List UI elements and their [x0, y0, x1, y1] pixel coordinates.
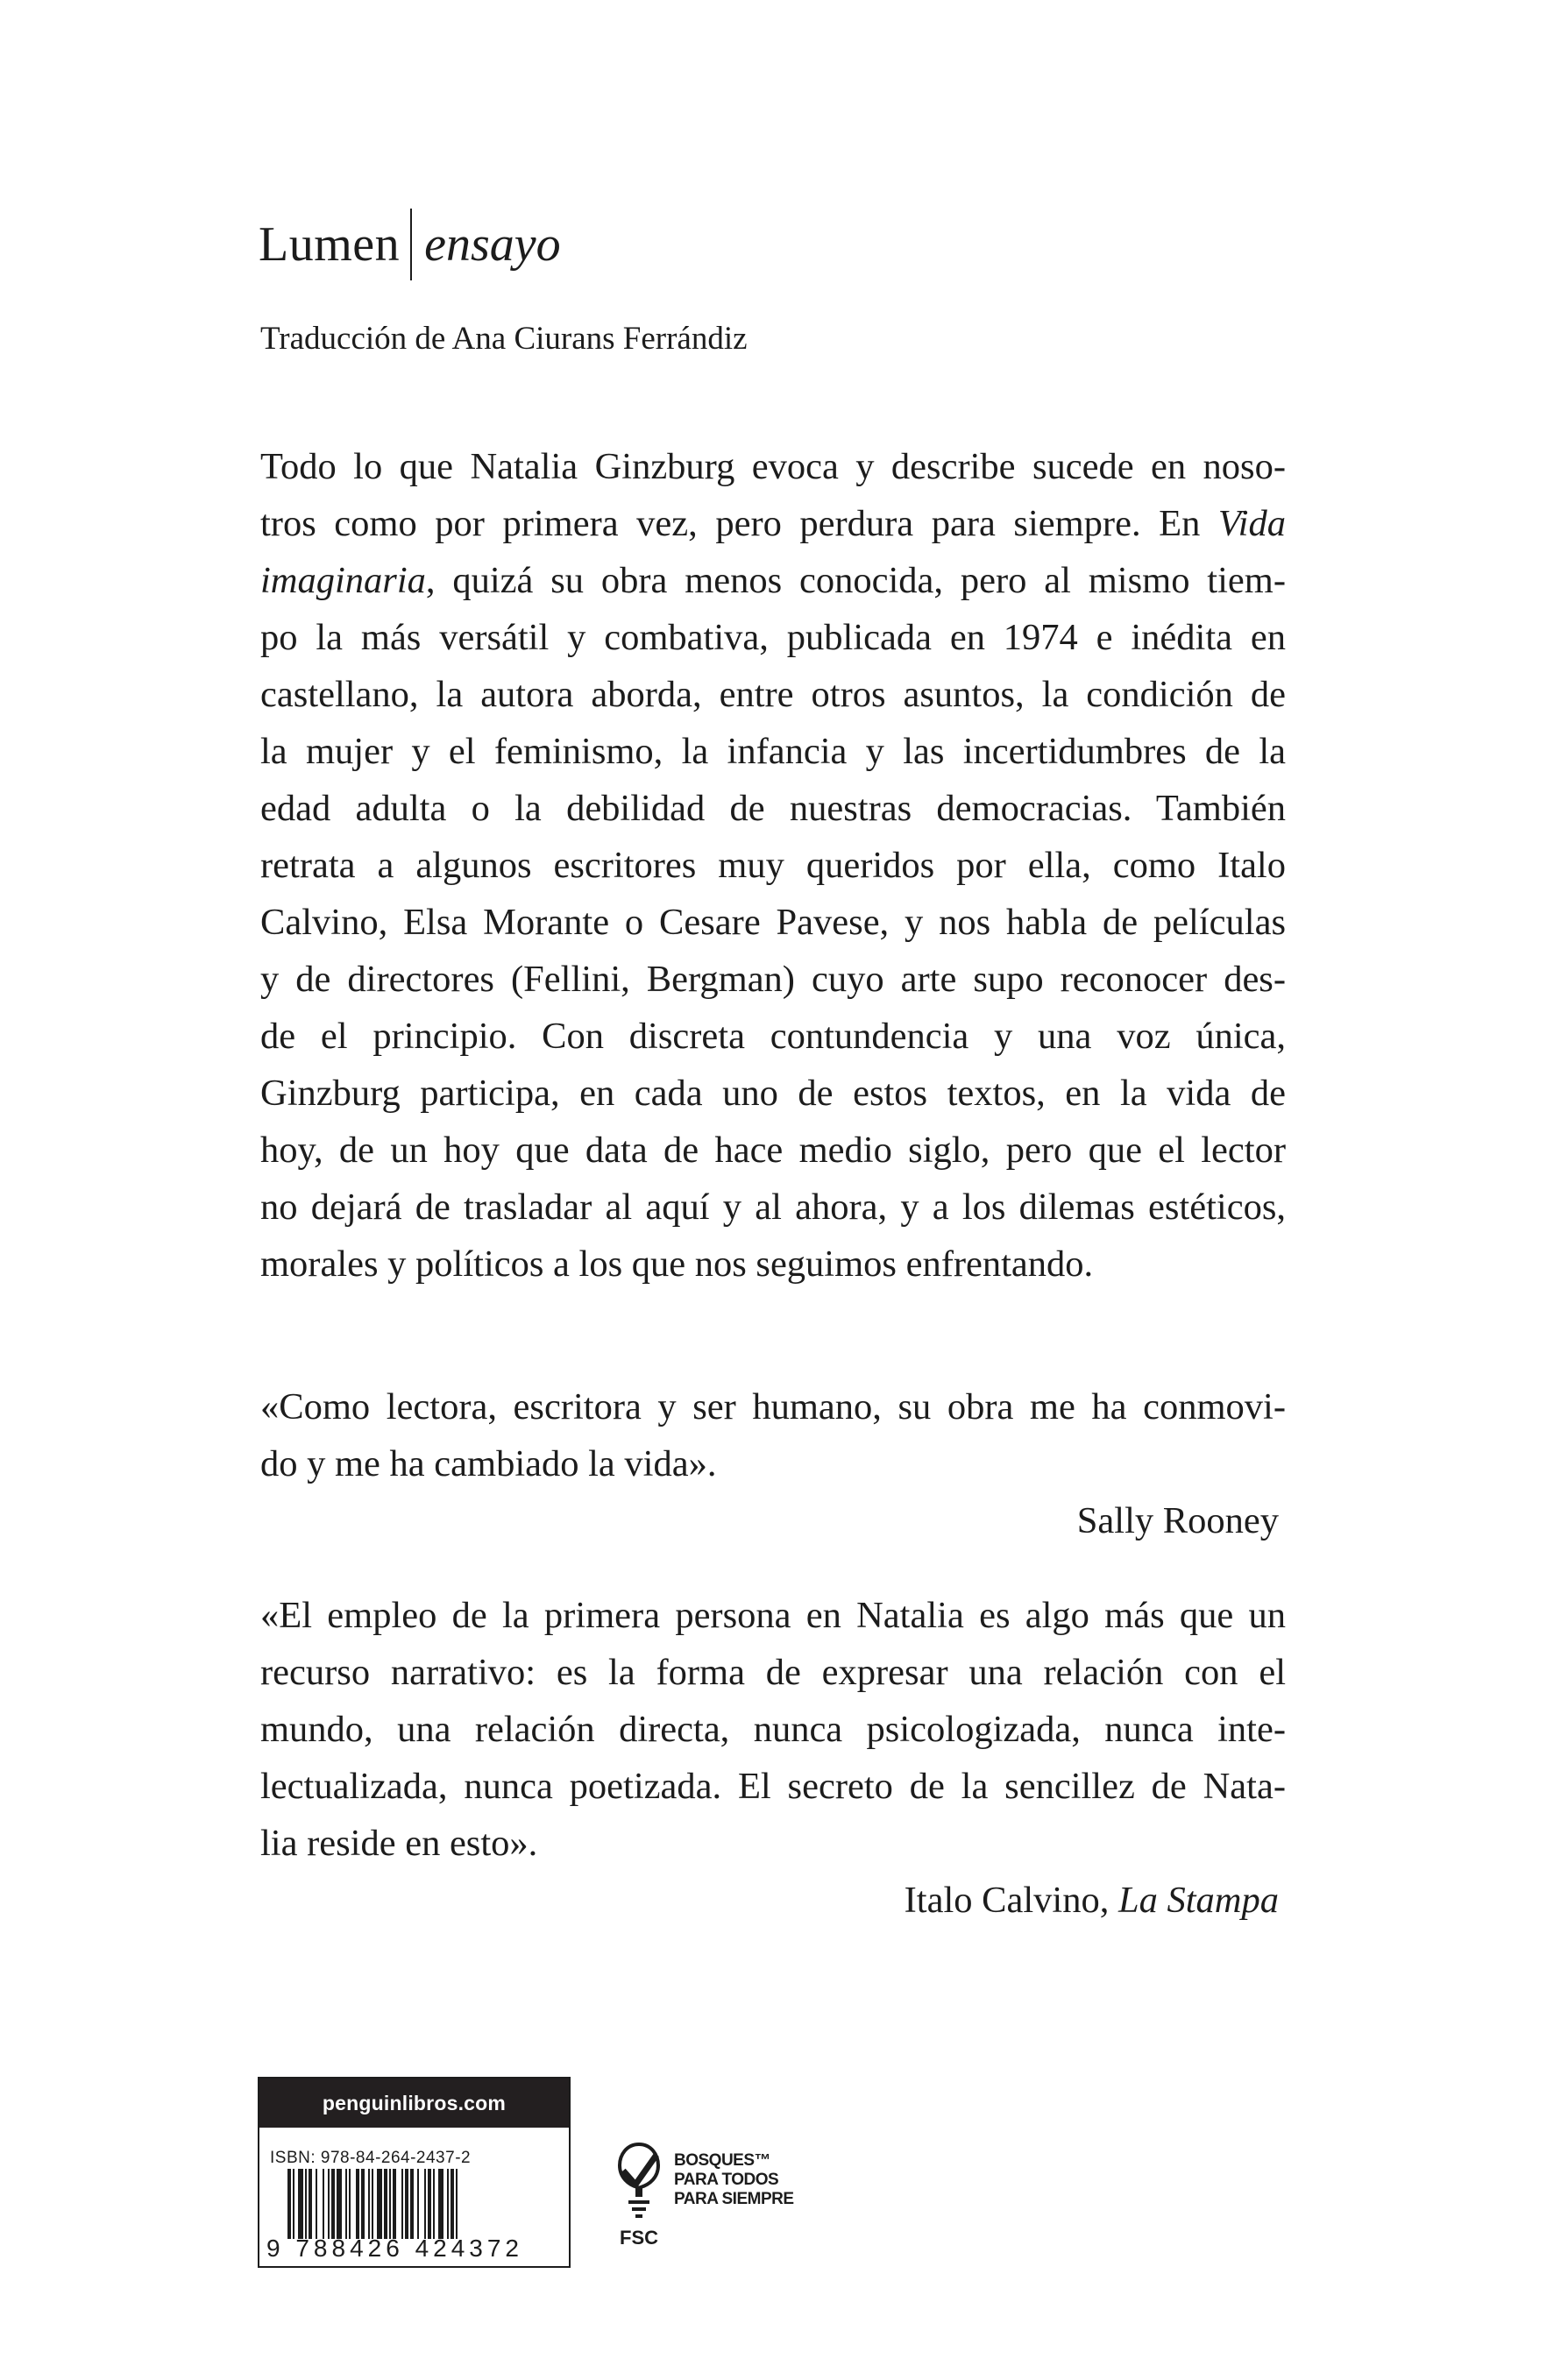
barcode-bar: [451, 2169, 454, 2239]
barcode-bar: [309, 2169, 312, 2239]
barcode-bar: [384, 2169, 387, 2239]
barcode-bar: [293, 2169, 294, 2239]
isbn-barcode-block: [258, 2077, 571, 2268]
barcode-bar: [377, 2169, 382, 2239]
blurb-line: retrata a algunos escritores muy queridos por ella, como Italo: [260, 845, 1286, 886]
quote-attribution: [260, 1872, 1286, 1929]
blurb-line: hoy, de un hoy que data de hace medio siglo, pero que el lector: [260, 1130, 1286, 1171]
barcode-bar: [393, 2169, 396, 2239]
quote-line: lia reside en esto».: [260, 1823, 538, 1864]
review-quote-rooney: [260, 1378, 1286, 1549]
blurb-line: [260, 552, 1286, 609]
blurb-line: edad adulta o la debilidad de nuestras democracias. También: [260, 788, 1286, 829]
barcode-bar: [428, 2169, 431, 2239]
fsc-slogan-line: PARA SIEMPRE: [674, 2190, 794, 2208]
barcode-bar: [456, 2169, 458, 2239]
barcode-bar: [438, 2169, 443, 2239]
blurb-line: [260, 495, 1286, 552]
quote-line: do y me ha cambiado la vida».: [260, 1443, 717, 1484]
barcode-bar: [298, 2169, 303, 2239]
barcode-bar: [345, 2169, 347, 2239]
quote-line: «Como lectora, escritora y ser humano, su obra me ha conmovi-: [260, 1386, 1286, 1427]
quote-attribution: Sally Rooney: [1076, 1500, 1279, 1541]
series-name: ensayo: [424, 216, 561, 272]
blurb-line: de el principio. Con discreta contundencia y una voz única,: [260, 1016, 1286, 1057]
blurb-line: po la más versátil y combativa, publicada en 1974 e inédita en: [260, 617, 1286, 658]
barcode-bar: [323, 2169, 324, 2239]
barcode-bar: [389, 2169, 391, 2239]
book-title-fragment: imaginaria: [260, 560, 426, 601]
quote-line: lectualizada, nunca poetizada. El secreto de la sencillez de Nata-: [260, 1766, 1286, 1807]
fsc-slogan: [674, 2151, 794, 2209]
publisher-brand: [259, 207, 561, 281]
barcode-bar: [331, 2169, 335, 2239]
barcode-bar: [305, 2169, 307, 2239]
fsc-logo: [611, 2139, 839, 2262]
attribution-author: Italo Calvino,: [904, 1880, 1118, 1921]
book-title-fragment: Vida: [1217, 503, 1286, 544]
translator-credit: Traducción de Ana Ciurans Ferrándiz: [260, 321, 748, 357]
blurb-line: Todo lo que Natalia Ginzburg evoca y describe sucede en noso-: [260, 446, 1286, 487]
barcode-bar: [447, 2169, 449, 2239]
quote-line: mundo, una relación directa, nunca psicologizada, nunca inte-: [260, 1709, 1286, 1750]
blurb-line: y de directores (Fellini, Bergman) cuyo arte supo reconocer des-: [260, 959, 1286, 1000]
barcode-bars: [287, 2169, 550, 2239]
barcode-bar: [337, 2169, 342, 2239]
fsc-tree-check-icon: [611, 2139, 667, 2227]
publisher-name: Lumen: [259, 216, 401, 272]
blurb-line: Calvino, Elsa Morante o Cesare Pavese, y nos habla de películas: [260, 902, 1286, 943]
book-blurb: [260, 438, 1286, 1293]
barcode-bar: [405, 2169, 408, 2239]
barcode-bar: [328, 2169, 330, 2239]
fsc-slogan-line: PARA TODOS: [674, 2171, 779, 2189]
blurb-line: la mujer y el feminismo, la infancia y las incertidumbres de la: [260, 731, 1286, 772]
attribution-source: La Stampa: [1117, 1880, 1279, 1921]
quote-line: «El empleo de la primera persona en Natalia es algo más que un: [260, 1595, 1286, 1636]
brand-divider: [410, 209, 412, 280]
barcode-bar: [356, 2169, 359, 2239]
barcode-bar: [417, 2169, 419, 2239]
barcode-bar: [401, 2169, 403, 2239]
barcode-bar: [433, 2169, 435, 2239]
fsc-slogan-line: BOSQUES™: [674, 2151, 771, 2170]
barcode-bar: [361, 2169, 365, 2239]
blurb-line: morales y políticos a los que nos seguimos enfrentando.: [260, 1243, 1094, 1285]
blurb-line: castellano, la autora aborda, entre otros asuntos, la condición de: [260, 674, 1286, 715]
fsc-label: FSC: [620, 2227, 658, 2249]
blurb-line: no dejará de trasladar al aquí y al ahora, y a los dilemas estéticos,: [260, 1186, 1286, 1228]
blurb-text: , quizá su obra menos conocida, pero al mismo tiem-: [425, 560, 1286, 601]
barcode-bar: [410, 2169, 414, 2239]
barcode-bar: [368, 2169, 370, 2239]
barcode-bar: [316, 2169, 317, 2239]
barcode-bar: [372, 2169, 373, 2239]
publisher-website: penguinlibros.com: [259, 2079, 569, 2128]
review-quote-calvino: [260, 1587, 1286, 1929]
barcode-bar: [424, 2169, 426, 2239]
quote-line: recurso narrativo: es la forma de expresar una relación con el: [260, 1652, 1286, 1693]
barcode-digits: 9 788426 424372: [266, 2235, 523, 2262]
isbn-number: ISBN: 978-84-264-2437-2: [270, 2149, 472, 2167]
barcode-bar: [287, 2169, 291, 2239]
barcode-bar: [349, 2169, 351, 2239]
blurb-line: Ginzburg participa, en cada uno de estos textos, en la vida de: [260, 1073, 1286, 1114]
blurb-text: tros como por primera vez, pero perdura para siempre. En: [260, 503, 1218, 544]
